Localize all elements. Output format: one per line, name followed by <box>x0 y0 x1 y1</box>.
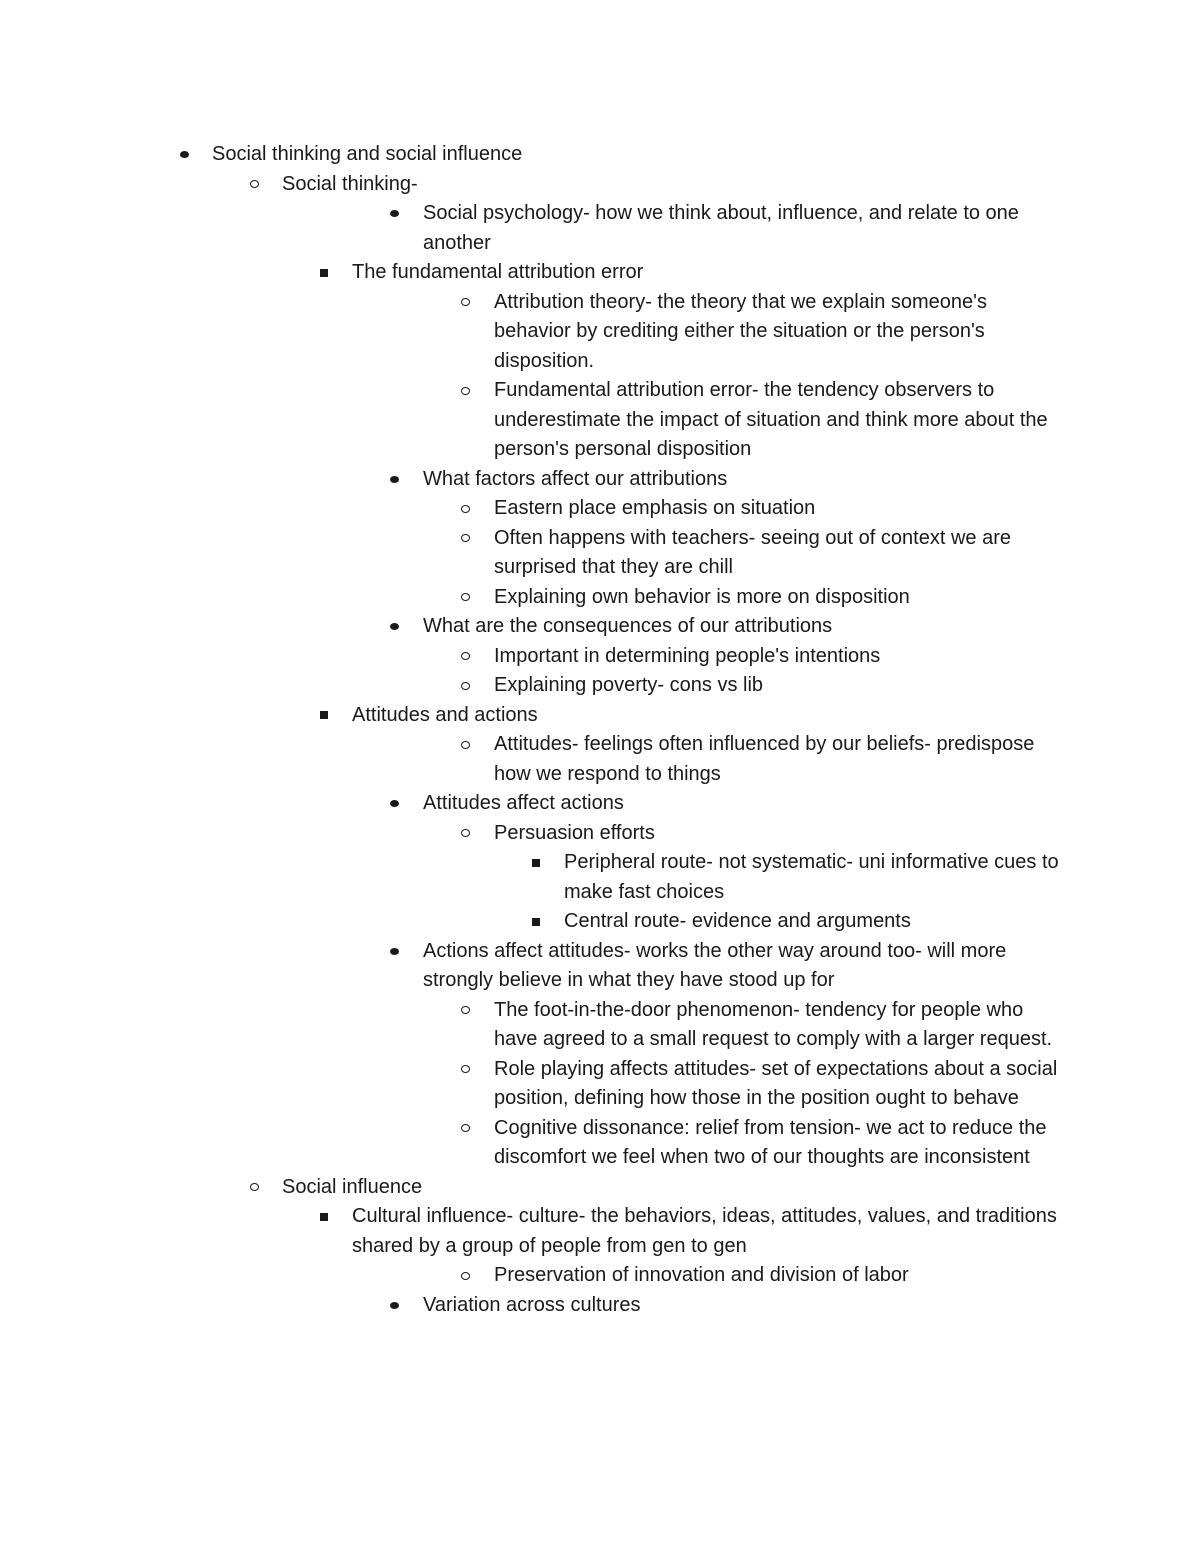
disc-bullet-icon <box>384 465 404 495</box>
list-item <box>0 1202 1200 1261</box>
list-item <box>0 701 1200 731</box>
list-item <box>0 465 1200 495</box>
list-item <box>0 376 1200 465</box>
circle-bullet-icon <box>455 1055 475 1085</box>
list-item-text: What factors affect our attributions <box>423 467 728 490</box>
list-item-text: Social psychology- how we think about, influence, and relate to one another <box>423 202 1019 254</box>
circle-bullet-icon <box>455 671 475 701</box>
disc-bullet-icon <box>384 612 404 642</box>
list-item-text: Attitudes and actions <box>352 703 538 726</box>
list-item <box>0 907 1200 937</box>
circle-bullet-icon <box>244 1173 264 1203</box>
list-item <box>0 612 1200 642</box>
list-item <box>0 583 1200 613</box>
list-item <box>0 671 1200 701</box>
list-item-text: Peripheral route- not systematic- uni informative cues to make fast choices <box>564 851 1059 903</box>
disc-bullet-icon <box>384 789 404 819</box>
circle-bullet-icon <box>455 730 475 760</box>
list-item-text: Variation across cultures <box>423 1293 641 1316</box>
list-item-text: Actions affect attitudes- works the other way around too- will more strongly believe in what they have stood up for <box>423 939 1007 991</box>
list-item <box>0 1055 1200 1114</box>
square-bullet-icon <box>526 848 546 878</box>
list-item <box>0 789 1200 819</box>
list-item-text: Important in determining people's intentions <box>494 644 881 667</box>
disc-bullet-icon <box>384 1291 404 1321</box>
square-bullet-icon <box>314 258 334 288</box>
circle-bullet-icon <box>455 376 475 406</box>
list-item <box>0 996 1200 1055</box>
list-item <box>0 258 1200 288</box>
square-bullet-icon <box>314 1202 334 1232</box>
circle-bullet-icon <box>455 1261 475 1291</box>
circle-bullet-icon <box>455 583 475 613</box>
list-item-text: Attitudes- feelings often influenced by our beliefs- predispose how we respond to things <box>494 733 1035 785</box>
circle-bullet-icon <box>455 1114 475 1144</box>
list-item <box>0 730 1200 789</box>
list-item-text: Cognitive dissonance: relief from tension- we act to reduce the discomfort we feel when two of our thoughts are inconsistent <box>494 1116 1047 1168</box>
list-item-text: Social thinking and social influence <box>212 143 523 165</box>
square-bullet-icon <box>314 701 334 731</box>
circle-bullet-icon <box>455 524 475 554</box>
disc-bullet-icon <box>384 199 404 229</box>
list-item <box>0 288 1200 377</box>
list-item <box>0 848 1200 907</box>
list-item-text: What are the consequences of our attributions <box>423 615 833 637</box>
circle-bullet-icon <box>244 170 264 200</box>
circle-bullet-icon <box>455 819 475 849</box>
document-page <box>0 140 1200 1320</box>
list-item-text: Fundamental attribution error- the tendency observers to underestimate the impact of situation and think more about the person's personal disposition <box>494 379 1048 460</box>
square-bullet-icon <box>526 907 546 937</box>
list-item-text: Eastern place emphasis on situation <box>494 497 816 519</box>
list-item-text: Cultural influence- culture- the behaviors, ideas, attitudes, values, and traditions shared by a group of people from gen to gen <box>352 1205 1057 1257</box>
circle-bullet-icon <box>455 494 475 524</box>
list-item-text: Preservation of innovation and division of labor <box>494 1264 909 1286</box>
list-item-text: The foot-in-the-door phenomenon- tendency for people who have agreed to a small request to comply with a larger request. <box>494 998 1053 1050</box>
list-item-text: Explaining own behavior is more on disposition <box>494 585 910 608</box>
list-item <box>0 1173 1200 1203</box>
list-item-text: Often happens with teachers- seeing out of context we are surprised that they are chill <box>494 526 1011 578</box>
list-item-text: Attribution theory- the theory that we explain someone's behavior by crediting either the situation or the person's disposition. <box>494 290 987 372</box>
list-item <box>0 494 1200 524</box>
list-item <box>0 819 1200 849</box>
circle-bullet-icon <box>455 288 475 318</box>
circle-bullet-icon <box>455 642 475 672</box>
list-item <box>0 937 1200 996</box>
list-item-text: Attitudes affect actions <box>423 792 624 814</box>
circle-bullet-icon <box>455 996 475 1026</box>
disc-bullet-icon <box>174 140 194 170</box>
list-item <box>0 642 1200 672</box>
list-item <box>0 170 1200 200</box>
list-item-text: The fundamental attribution error <box>352 261 644 283</box>
list-item-text: Social influence <box>282 1175 423 1198</box>
list-item-text: Explaining poverty- cons vs lib <box>494 674 764 696</box>
list-item <box>0 524 1200 583</box>
list-item <box>0 1291 1200 1321</box>
list-item-text: Persuasion efforts <box>494 821 655 844</box>
list-item-text: Central route- evidence and arguments <box>564 910 911 932</box>
list-item-text: Role playing affects attitudes- set of expectations about a social position, defining how those in the position ought to behave <box>494 1057 1058 1109</box>
list-item <box>0 199 1200 258</box>
list-item <box>0 1114 1200 1173</box>
disc-bullet-icon <box>384 937 404 967</box>
list-item-text: Social thinking- <box>282 172 418 195</box>
list-item <box>0 1261 1200 1291</box>
list-item <box>0 140 1200 170</box>
